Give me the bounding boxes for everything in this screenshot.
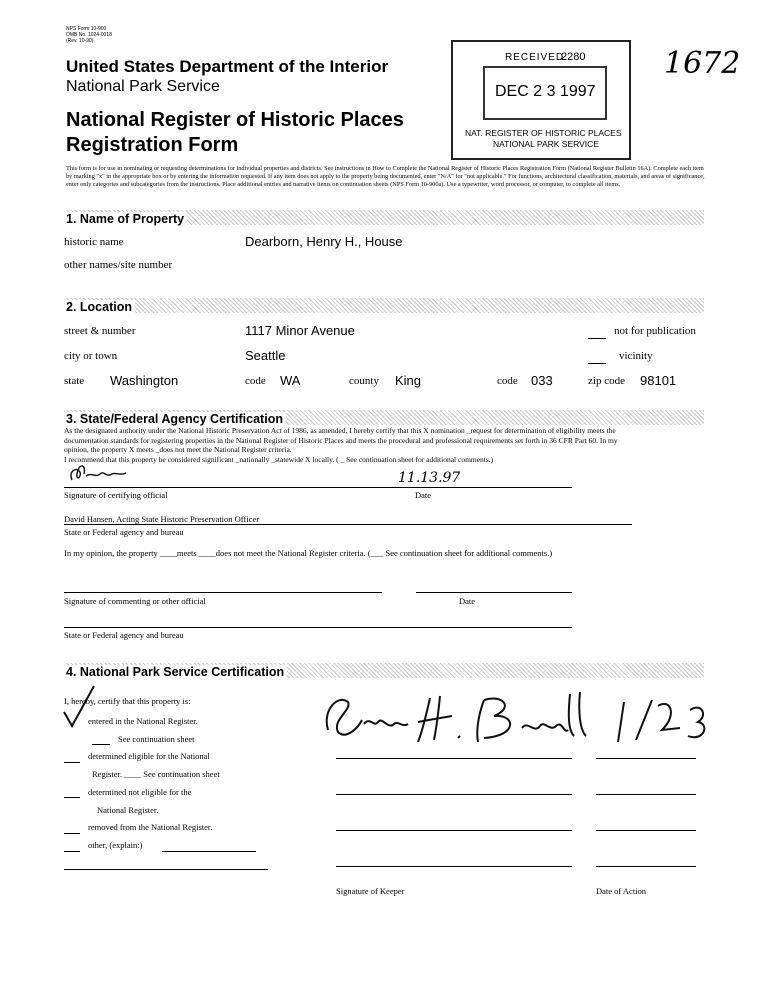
- instructions: This form is for use in nominating or requesting determinations for individual properties and districts. See instructions in How to Complete the National Register of Historic Places Registration Form (National Register Bulletin 16A). Complete each item by marking "x" in the appropriate box or by entering the information requested. If any item does not apply to the property being documented, enter "N/A" for "not applicable." For functions, architectural classification, materials, and areas of significance, enter only categories and subcategories from the instructions. Place additional entries and narrative items on continuation sheets (NPS Form 10-900a). Use a typewriter, word processor, or computer, to complete all items.: [66, 165, 705, 188]
- keeper-signature-label: Signature of Keeper: [336, 886, 405, 896]
- commenting-signature-line: [64, 592, 382, 593]
- other-explain-line: [162, 851, 256, 852]
- state-code-label: code: [245, 375, 266, 387]
- certifying-signature-line: [64, 487, 572, 488]
- keeper-signature: [318, 680, 718, 760]
- option-entered-continuation: See continuation sheet: [118, 734, 195, 744]
- option-eligible-blank: [64, 762, 80, 763]
- date-line-4: [596, 866, 696, 867]
- section1-header: [64, 210, 704, 225]
- option-eligible: determined eligible for the National: [88, 751, 210, 761]
- certifying-official-label: Signature of certifying official: [64, 490, 168, 500]
- vicinity-label: vicinity: [619, 350, 653, 362]
- certification-text: [64, 426, 710, 464]
- date-line-1: [596, 758, 696, 759]
- not-for-pub-checkbox: [588, 338, 606, 339]
- vicinity-checkbox: [588, 363, 606, 364]
- keeper-line-3: [336, 830, 572, 831]
- form-id: [66, 26, 112, 44]
- county-code-label: code: [497, 375, 518, 387]
- stamp-line2: NATIONAL PARK SERVICE: [493, 139, 599, 149]
- agency-line-2: [64, 627, 572, 628]
- state-label: state: [64, 375, 85, 387]
- state-code-value: WA: [280, 373, 301, 388]
- zip-label: zip code: [588, 375, 625, 387]
- date-of-action-label: Date of Action: [596, 886, 647, 896]
- option-other-blank: [64, 851, 80, 852]
- handwritten-reference: 1672: [664, 46, 741, 81]
- other-names-label: other names/site number: [64, 259, 173, 271]
- commenting-official-label: Signature of commenting or other official: [64, 596, 206, 606]
- historic-name-label: historic name: [64, 236, 124, 248]
- date-line-3: [596, 830, 696, 831]
- received-stamp: [451, 40, 631, 160]
- state-value: Washington: [110, 373, 179, 388]
- stamp-received: RECEIVED: [505, 52, 565, 63]
- option-not-eligible-blank: [64, 797, 80, 798]
- street-label: street & number: [64, 325, 136, 337]
- cert-line3: opinion, the property X meets _does not meet the National Register criteria.: [64, 445, 292, 454]
- agency-label: State or Federal agency and bureau: [64, 527, 184, 537]
- keeper-line-1: [336, 758, 572, 759]
- section2-title: 2. Location: [64, 300, 135, 315]
- cert-line1: As the designated authority under the National Historic Preservation Act of 1986, as amended, I hereby certify that this X nomination _request for determination of eligibility meets the: [64, 426, 616, 435]
- date-line-2: [596, 794, 696, 795]
- zip-value: 98101: [640, 373, 677, 388]
- section4-title: 4. National Park Service Certification: [64, 665, 287, 680]
- form-title-line1: National Register of Historic Places: [66, 109, 404, 131]
- county-label: county: [349, 375, 379, 387]
- keeper-intro: I, hereby, certify that this property is:: [64, 696, 191, 706]
- agency-name: United States Department of the Interior: [66, 57, 389, 76]
- stamp-line1: NAT. REGISTER OF HISTORIC PLACES: [465, 128, 622, 138]
- city-value: Seattle: [245, 348, 286, 363]
- county-value: King: [395, 373, 422, 388]
- option-removed-blank: [64, 833, 80, 834]
- stamp-date: DEC 2 3 1997: [495, 83, 596, 100]
- section4-header: [64, 663, 704, 678]
- stamp-number: 2280: [561, 51, 586, 63]
- stamp-date-box: [483, 66, 607, 120]
- option-removed: removed from the National Register.: [88, 822, 213, 832]
- other-explain-line-2: [64, 869, 268, 870]
- historic-name-value: Dearborn, Henry H., House: [245, 234, 403, 249]
- county-code-value: 033: [531, 373, 553, 388]
- certifying-date-label: Date: [415, 490, 432, 500]
- section2-header: [64, 298, 704, 313]
- keeper-line-2: [336, 794, 572, 795]
- section3-title: 3. State/Federal Agency Certification: [64, 412, 286, 427]
- agency-subname: National Park Service: [66, 78, 220, 95]
- certifying-date: 11.13.97: [398, 470, 461, 486]
- revision: (Rev. 10-90): [66, 38, 94, 44]
- commenting-date-line: [416, 592, 572, 593]
- option-not-eligible-2: National Register.: [97, 805, 159, 815]
- official-name: David Hansen, Acting State Historic Preservation Officer: [64, 514, 260, 524]
- form-title-line2: Registration Form: [66, 134, 239, 156]
- option-not-eligible: determined not eligible for the: [88, 787, 192, 797]
- section1-title: 1. Name of Property: [64, 212, 187, 227]
- omb-number: OMB No. 1024-0018: [66, 32, 112, 38]
- certifying-signature: [66, 462, 136, 486]
- agency-line: [64, 524, 632, 525]
- commenting-date-label: Date: [459, 596, 476, 606]
- city-label: city or town: [64, 350, 118, 362]
- section3-header: [64, 410, 704, 425]
- form-number: NPS Form 10-900: [66, 26, 107, 32]
- street-value: 1117 Minor Avenue: [245, 323, 355, 338]
- option-other: other, (explain:): [88, 840, 143, 850]
- not-for-pub-label: not for publication: [614, 325, 696, 337]
- option-entered: entered in the National Register.: [88, 716, 198, 726]
- option-entered-cont-blank: [92, 744, 110, 745]
- cert-line2: documentation standards for registering properties in the National Register of Historic Places and meets the procedural and professional requirements set forth in 36 CFR Part 60. In my: [64, 435, 618, 445]
- opinion-text: In my opinion, the property ____meets ____does not meet the National Register criteria. (___ See continuation sheet for additional comments.): [64, 548, 553, 558]
- agency-label-2: State or Federal agency and bureau: [64, 630, 184, 640]
- option-eligible-continuation: Register. ____ See continuation sheet: [92, 769, 220, 779]
- keeper-line-4: [336, 866, 572, 867]
- cert-line4: I recommend that this property be considered significant _nationally _statewide X locally. ( _ See continuation sheet for additional comments.): [64, 454, 494, 464]
- form-title: [66, 108, 446, 158]
